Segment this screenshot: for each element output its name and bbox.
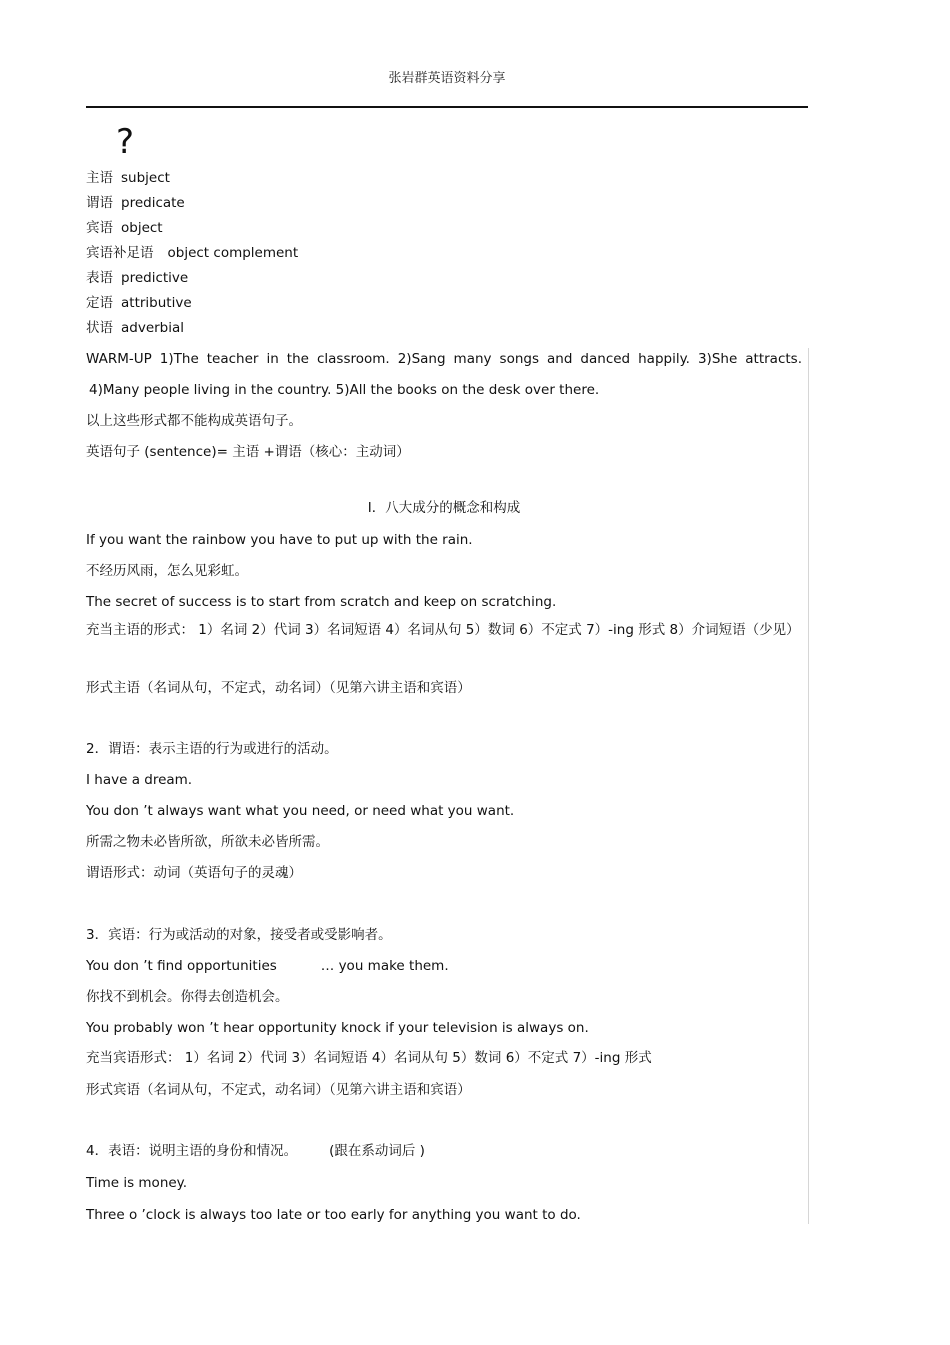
object-example-1-part-b: … you make them. bbox=[320, 958, 449, 974]
object-example-2: You probably won ’t hear opportunity knock if your television is always on. bbox=[86, 1020, 589, 1036]
term-item bbox=[86, 320, 298, 345]
object-example-1 bbox=[86, 957, 802, 975]
not-sentence-note: 以上这些形式都不能构成英语句子。 bbox=[86, 413, 302, 429]
subject-forms: 充当主语的形式： 1）名词 2）代词 3）名词短语 4）名词从句 5）数词 6）不定式 7）-ing 形式 8）介词短语（少见） bbox=[86, 622, 800, 638]
predicate-example-2: You don ’t always want what you need, or need what you want. bbox=[86, 803, 515, 819]
term-en: attributive bbox=[121, 295, 192, 311]
term-en: predicate bbox=[121, 195, 185, 211]
term-item bbox=[86, 245, 298, 270]
predictive-note: (跟在系动词后 ) bbox=[329, 1143, 425, 1159]
sentence-formula: 英语句子 (sentence)= 主语 +谓语（核心：主动词） bbox=[86, 444, 410, 460]
object-forms: 充当宾语形式： 1）名词 2）代词 3）名词短语 4）名词从句 5）数词 6）不定式 7）-ing 形式 bbox=[86, 1050, 652, 1066]
predicate-heading: 2．谓语：表示主语的行为或进行的活动。 bbox=[86, 741, 338, 757]
body-content bbox=[86, 348, 809, 1224]
term-en: object bbox=[121, 220, 163, 236]
example-2-en: The secret of success is to start from scratch and keep on scratching. bbox=[86, 594, 557, 610]
formal-subject-note: 形式主语（名词从句，不定式，动名词）（见第六讲主语和宾语） bbox=[86, 680, 471, 696]
predictive-example-2: Three o ’clock is always too late or too early for anything you want to do. bbox=[86, 1207, 581, 1223]
term-item bbox=[86, 220, 298, 245]
term-zh: 谓语 bbox=[86, 195, 113, 211]
term-item bbox=[86, 295, 298, 320]
page-header: 张岩群英语资料分享 bbox=[388, 71, 506, 86]
object-example-1-part-a: You don ’t find opportunities bbox=[86, 958, 277, 974]
term-en: predictive bbox=[121, 270, 189, 286]
term-zh: 表语 bbox=[86, 270, 113, 286]
warmup-line-1: WARM-UP 1)The teacher in the classroom. 2)Sang many songs and danced happily. 3)She attracts. bbox=[86, 351, 802, 367]
term-zh: 定语 bbox=[86, 295, 113, 311]
section-title: I．八大成分的概念和构成 bbox=[367, 500, 521, 516]
predictive-heading bbox=[86, 1142, 802, 1160]
predicate-example-1: I have a dream. bbox=[86, 772, 193, 788]
example-1-zh: 不经历风雨，怎么见彩虹。 bbox=[86, 563, 248, 579]
warmup-line-2: 4)Many people living in the country. 5)All the books on the desk over there. bbox=[89, 382, 600, 398]
predictive-heading-text: 4．表语：说明主语的身份和情况。 bbox=[86, 1143, 298, 1159]
term-zh: 宾语补足语 bbox=[86, 245, 154, 261]
term-item bbox=[86, 195, 298, 220]
predicate-form: 谓语形式：动词（英语句子的灵魂） bbox=[86, 865, 302, 881]
formal-object-note: 形式宾语（名词从句，不定式，动名词）（见第六讲主语和宾语） bbox=[86, 1082, 471, 1098]
term-list bbox=[86, 170, 298, 345]
term-zh: 主语 bbox=[86, 170, 113, 186]
predicate-example-2-zh: 所需之物未必皆所欲，所欲未必皆所需。 bbox=[86, 834, 329, 850]
term-item bbox=[86, 170, 298, 195]
object-example-1-zh: 你找不到机会。你得去创造机会。 bbox=[86, 989, 289, 1005]
term-en: adverbial bbox=[121, 320, 185, 336]
example-1-en: If you want the rainbow you have to put up with the rain. bbox=[86, 532, 473, 548]
object-heading: 3．宾语：行为或活动的对象，接受者或受影响者。 bbox=[86, 927, 392, 943]
question-mark: ? bbox=[116, 122, 135, 162]
term-zh: 状语 bbox=[86, 320, 113, 336]
term-en: object complement bbox=[167, 245, 299, 261]
term-en: subject bbox=[121, 170, 170, 186]
term-item bbox=[86, 270, 298, 295]
term-zh: 宾语 bbox=[86, 220, 113, 236]
header-divider bbox=[86, 106, 808, 108]
predictive-example-1: Time is money. bbox=[86, 1175, 188, 1191]
